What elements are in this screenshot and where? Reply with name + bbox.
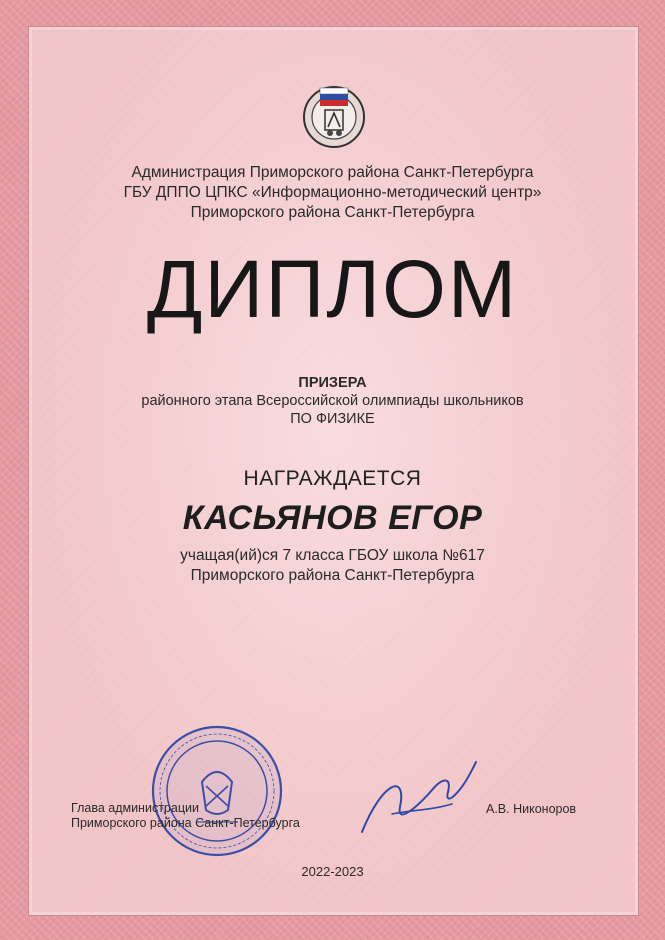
position-line: Глава администрации	[71, 801, 199, 815]
signer-name: А.В. Никоноров	[486, 802, 577, 816]
org-line: ГБУ ДППО ЦПКС «Информационно-методический центр»	[123, 184, 542, 201]
olympiad-emblem-icon	[297, 80, 371, 150]
handwritten-signature-icon	[352, 752, 482, 842]
prize-stage: районного этапа Всероссийской олимпиады школьников	[141, 393, 524, 409]
document-title: ДИПЛОМ	[146, 244, 519, 335]
position-line: Приморского района Санкт-Петербурга	[71, 816, 300, 830]
academic-year: 2022-2023	[301, 864, 364, 879]
signatory-position	[71, 801, 300, 831]
student-class: учащая(ий)ся 7 класса ГБОУ школа №617	[180, 547, 485, 564]
recipient-name: КАСЬЯНОВ ЕГОР	[182, 499, 483, 537]
prize-description	[0, 374, 665, 428]
org-line: Приморского района Санкт-Петербурга	[190, 204, 475, 221]
prize-rank: ПРИЗЕРА	[298, 375, 367, 391]
prize-subject: ПО ФИЗИКЕ	[290, 411, 375, 427]
org-line: Администрация Приморского района Санкт-Петербурга	[131, 164, 534, 181]
student-info	[0, 546, 665, 586]
student-district: Приморского района Санкт-Петербурга	[190, 567, 475, 584]
organization-header	[0, 163, 665, 223]
awarded-label: НАГРАЖДАЕТСЯ	[243, 467, 422, 490]
official-seal-icon	[146, 722, 288, 860]
